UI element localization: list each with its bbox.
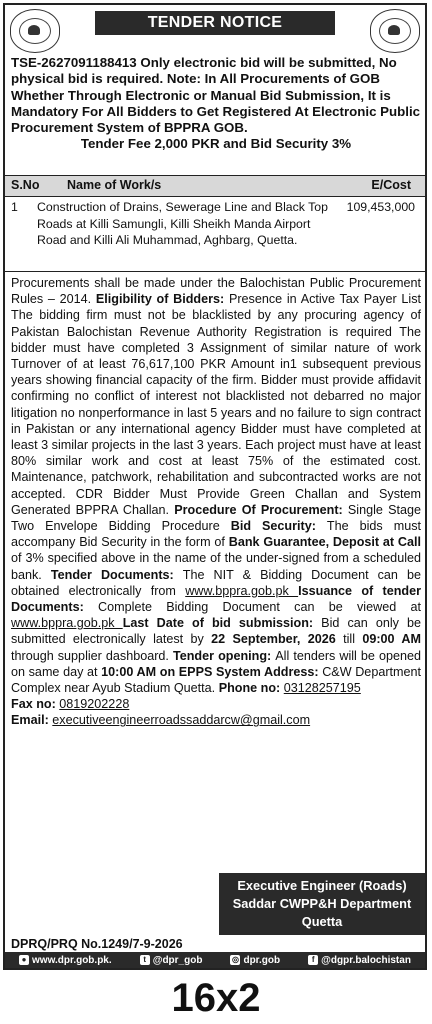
works-table-header <box>5 175 425 197</box>
bppra-website-link[interactable]: www.bppra.gob.pk <box>185 583 299 598</box>
eligibility-text: Presence in Active Tax Payer List The bidding firm must not be blacklisted by any procuring agency of Pakistan Balochistan Revenue Authority Registration is required The bidder must have completed 3 Assignment of similar nature of work Turnover of at least 76,617,100 PKR Amount in1 subsequent previous years showing financial capacity of the firm. Bidder must provide affidavit confirming no conflict of interest not blacklisted not debarred no major litigation no nonperformance in last 5 years and no failure to sign contract in Pakistan or any international agency Bidder must have completed at least 3 similar projects in the last 3 years. Each project must have at least 80% similar work and cost at least 75% of the estimated cost. Maintenance, patchwork, rehabilitation and subcontracted works are not accepted. CDR Bidder Must Provide Green Challan and System Generated BPPRA Challan. <box>11 292 421 517</box>
submission-date: 22 September, 2026 <box>211 632 344 647</box>
signature-line-3: Quetta <box>301 914 343 929</box>
address-text: C&W Department Complex near Ayub Stadium Quetta. <box>11 664 422 696</box>
last-date-label: Last Date of bid submission: <box>122 616 322 631</box>
signature-line-2: Saddar CWPP&H Department <box>232 896 412 911</box>
phone-label: Phone no: <box>218 681 284 696</box>
procedure-text: Single Stage Two Envelope Bidding Procedure <box>11 502 421 534</box>
tender-documents-label: Tender Documents: <box>50 567 183 582</box>
ad-size-label: 16x2 <box>171 976 261 1020</box>
bid-security-label: Bid Security: <box>230 519 327 534</box>
row-cost: 109,453,000 <box>346 200 415 214</box>
email-link[interactable]: executiveengineerroadssaddarcw@gmail.com <box>52 713 311 728</box>
last-date-text: Bid can only be submitted electronically latest by <box>11 616 421 647</box>
till-text: till <box>343 632 363 647</box>
notice-title: TENDER NOTICE <box>95 11 335 35</box>
tender-notice-frame <box>3 3 427 970</box>
tender-opening-text: All tenders will be opened on same day at <box>11 648 421 679</box>
tender-opening-label: Tender opening: <box>172 648 276 663</box>
bppra-website-link-2[interactable]: www.bppra.gob.pk <box>11 616 123 631</box>
header-estimated-cost: E/Cost <box>371 178 411 192</box>
row-work: Construction of Drains, Sewerage Line and Black Top Roads at Killi Samungli, Killi Sheikh Manda Airport Road and Killi Ali Muhammad, Aghbarg, Quetta. <box>37 200 328 247</box>
instagram-icon: ◎ <box>231 955 239 964</box>
header-name-of-work: Name of Work/s <box>67 178 162 192</box>
government-emblem-right-icon <box>370 9 420 53</box>
notice-header <box>5 5 425 57</box>
bank-guarantee-label: Bank Guarantee, Deposit at Call <box>228 535 421 550</box>
submission-time: 09:00 AM <box>362 632 421 647</box>
issuance-text: Complete Bidding Document can be viewed at <box>98 600 421 615</box>
government-emblem-left-icon <box>10 9 60 53</box>
intro-text: TSE-2627091188413 Only electronic bid will be submitted, No physical bid is required. Note: In All Procurements of GOB Whether Through Electronic or Manual Bid Submission, It is Mandatory For All Bidders to Get Registered At Electronic Public Procurement System of BPPRA GOB. <box>11 55 421 136</box>
facebook-icon: f <box>308 955 318 965</box>
section-divider <box>5 271 425 272</box>
rules-text: Procurements shall be made under the Balochistan Public Procurement Rules – 2014. <box>11 276 421 307</box>
globe-icon: ● <box>19 955 29 965</box>
fax-label: Fax no: <box>11 697 60 712</box>
table-row <box>5 197 425 271</box>
bank-guarantee-text: of 3% specified above in the name of the under-signed from a scheduled bank. <box>11 551 421 582</box>
row-sno: 1 <box>11 200 18 214</box>
footer-twitter[interactable]: t @dpr_gob <box>140 955 203 966</box>
twitter-icon: t <box>140 955 150 965</box>
footer-instagram[interactable]: ◎ dpr.gob <box>231 954 281 966</box>
fax-number[interactable]: 0819202228 <box>59 697 130 712</box>
eligibility-label: Eligibility of Bidders: <box>95 292 229 307</box>
notice-body <box>11 275 421 729</box>
reference-number: DPRQ/PRQ No.1249/7-9-2026 <box>11 937 183 951</box>
procedure-label: Procedure Of Procurement: <box>174 502 348 517</box>
social-footer <box>5 952 425 968</box>
signature-block <box>219 873 425 935</box>
email-label: Email: <box>11 713 53 728</box>
header-sno: S.No <box>11 178 40 192</box>
dashboard-text: through supplier dashboard. <box>11 648 173 663</box>
opening-time: 10:00 AM on EPPS System Address: <box>101 664 323 679</box>
tender-documents-text: The NIT & Bidding Document can be obtained electronically from <box>11 567 421 598</box>
footer-facebook[interactable]: f @dgpr.balochistan <box>308 955 411 966</box>
bid-security-text: The bids must accompany Bid Security in the form of <box>11 519 421 550</box>
signature-line-1: Executive Engineer (Roads) <box>237 878 407 893</box>
footer-website[interactable]: ● www.dpr.gob.pk. <box>19 955 112 966</box>
issuance-label: Issuance of tender Documents: <box>11 583 422 615</box>
notice-intro <box>11 55 421 153</box>
tender-fee: Tender Fee 2,000 PKR and Bid Security 3% <box>80 136 352 152</box>
phone-number[interactable]: 03128257195 <box>283 681 361 696</box>
